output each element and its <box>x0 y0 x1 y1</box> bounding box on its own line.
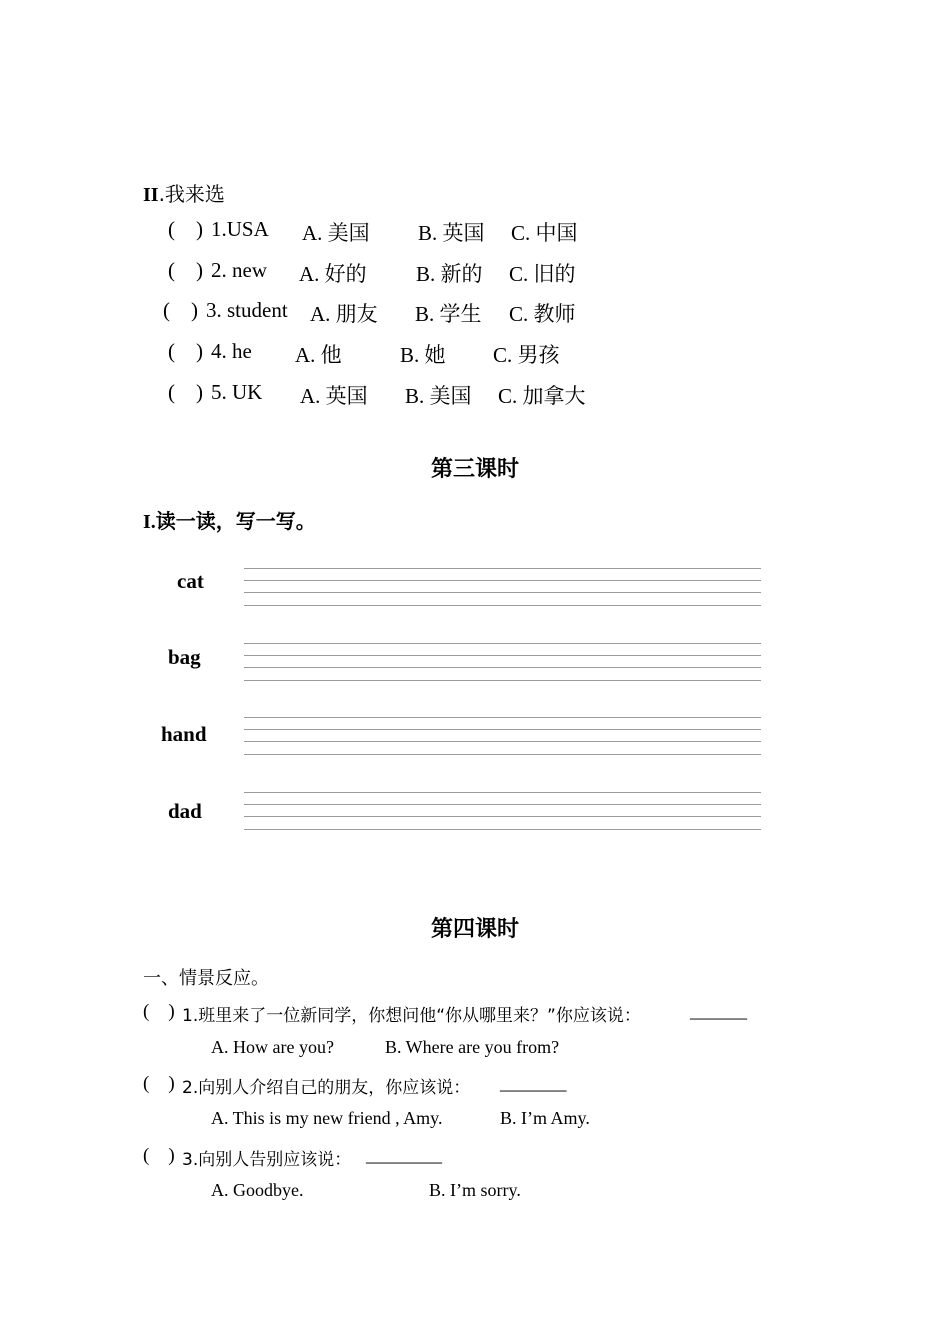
situation-option-a-2: A. This is my new friend , Amy. <box>211 1108 443 1128</box>
situation-blank-2[interactable]: _______ <box>500 1073 567 1094</box>
writing-lines-dad[interactable] <box>244 792 761 830</box>
situation-option-a-1: A. How are you? <box>211 1037 334 1057</box>
choice-option-b-5: B. 美国 <box>405 384 472 408</box>
read-write-label: I.读一读，写一写。 <box>143 511 316 533</box>
choice-option-c-4: C. 男孩 <box>493 343 560 367</box>
choice-option-b-3: B. 学生 <box>415 302 482 326</box>
choice-option-a-2: A. 好的 <box>299 262 367 286</box>
choice-option-b-4: B. 她 <box>400 343 446 367</box>
situation-blank-3[interactable]: ________ <box>366 1145 442 1166</box>
situation-question-1: 1.班里来了一位新同学，你想问他“你从哪里来？”你应该说： <box>182 1006 641 1026</box>
writing-lines-hand[interactable] <box>244 717 761 755</box>
situation-paren-1[interactable]: ( ) <box>143 1001 175 1022</box>
choice-option-b-2: B. 新的 <box>416 262 483 286</box>
situation-section-title: 一、情景反应。 <box>143 968 269 989</box>
choice-paren-3[interactable]: ( ) <box>163 298 198 322</box>
lesson4-title: 第四课时 <box>430 917 519 942</box>
choice-word-3: 3. student <box>206 298 288 322</box>
choice-word-4: 4. he <box>211 339 252 363</box>
word-hand: hand <box>161 722 207 746</box>
situation-blank-1[interactable]: ______ <box>690 1001 747 1022</box>
choice-paren-5[interactable]: ( ) <box>168 380 203 404</box>
word-cat: cat <box>177 569 204 593</box>
lesson3-title: 第三课时 <box>430 457 519 482</box>
choice-word-1: 1.USA <box>211 217 269 241</box>
situation-option-b-3: B. I’m sorry. <box>429 1180 521 1200</box>
choice-paren-4[interactable]: ( ) <box>168 339 203 363</box>
choice-option-a-1: A. 美国 <box>302 221 370 245</box>
situation-paren-2[interactable]: ( ) <box>143 1073 175 1094</box>
choice-option-a-3: A. 朋友 <box>310 302 378 326</box>
choice-paren-2[interactable]: ( ) <box>168 258 203 282</box>
situation-paren-3[interactable]: ( ) <box>143 1145 175 1166</box>
section-label: .我来选 <box>158 182 225 206</box>
choice-paren-1[interactable]: ( ) <box>168 217 203 241</box>
situation-option-b-1: B. Where are you from? <box>385 1037 560 1057</box>
situation-option-b-2: B. I’m Amy. <box>500 1108 590 1128</box>
choice-word-5: 5. UK <box>211 380 263 404</box>
word-bag: bag <box>168 645 201 669</box>
choice-option-c-3: C. 教师 <box>509 302 576 326</box>
writing-lines-cat[interactable] <box>244 568 761 606</box>
situation-question-2: 2.向别人介绍自己的朋友，你应该说： <box>182 1078 471 1098</box>
choice-word-2: 2. new <box>211 258 267 282</box>
writing-lines-bag[interactable] <box>244 643 761 681</box>
situation-option-a-3: A. Goodbye. <box>211 1180 304 1200</box>
choice-option-c-1: C. 中国 <box>511 221 578 245</box>
choice-option-c-5: C. 加拿大 <box>498 384 586 408</box>
choice-option-c-2: C. 旧的 <box>509 262 576 286</box>
choice-option-b-1: B. 英国 <box>418 221 485 245</box>
read-write-section-title <box>143 505 316 534</box>
section-choose-title <box>143 178 225 207</box>
choice-option-a-5: A. 英国 <box>300 384 368 408</box>
word-dad: dad <box>168 799 202 823</box>
choice-option-a-4: A. 他 <box>295 343 342 367</box>
situation-question-3: 3.向别人告别应该说： <box>182 1150 352 1170</box>
section-number: II <box>143 184 159 206</box>
